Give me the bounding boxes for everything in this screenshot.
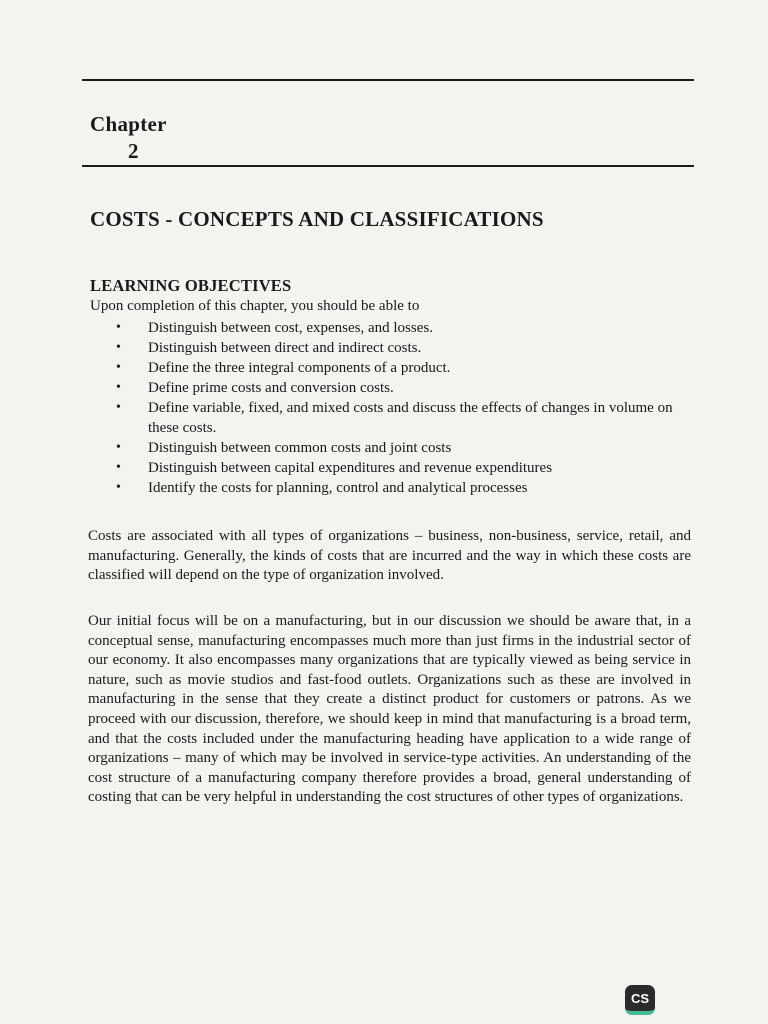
objective-text: Define prime costs and conversion costs. [148,380,394,396]
chapter-label: Chapter [90,112,167,136]
camscanner-logo-icon: CS [625,985,655,1015]
objective-text: Distinguish between common costs and joint costs [148,440,452,456]
bullet-icon: • [116,400,121,415]
top-rule [82,79,694,81]
objective-item [116,398,701,438]
bullet-icon: • [116,360,121,375]
body-paragraph: Costs are associated with all types of organizations – business, non-business, service, retail, and manufacturing. Generally, the kinds of costs that are incurred and the way in which these costs are classified will depend on the type of organization involved. [88,528,691,584]
chapter-title: COSTS - CONCEPTS AND CLASSIFICATIONS [90,207,544,231]
objective-item [116,438,701,458]
objective-item [116,338,701,358]
objective-text: Distinguish between direct and indirect costs. [148,340,422,356]
body-paragraph: Our initial focus will be on a manufacturing, but in our discussion we should be aware that, in a conceptual sense, manufacturing encompasses much more than just firms in the industrial sector of our economy. It also encompasses many organizations that are typically viewed as being service in nature, such as movie studios and fast-food outlets. Organizations such as these are involved in manufacturing in the sense that they create a distinct product for customers or patrons. As we proceed with our discussion, therefore, we should keep in mind that manufacturing is a broad term, and that the costs included under the manufacturing heading have application to a wide range of organizations – many of which may be involved in service-type activities. An understanding of the cost structure of a manufacturing company therefore provides a broad, general understanding of costing that can be very helpful in understanding the cost structures of other types of organizations. [88,613,691,806]
chapter-number: 2 [128,139,139,163]
objective-item [116,458,701,478]
bullet-icon: • [116,320,121,335]
objective-item [116,318,701,338]
objective-text: Define variable, fixed, and mixed costs and discuss the effects of changes in volume on these costs. [148,400,673,436]
bottom-rule [82,165,694,167]
learning-objectives-intro: Upon completion of this chapter, you should be able to [90,298,420,314]
objective-text: Distinguish between capital expenditures and revenue expenditures [148,460,553,476]
objective-text: Distinguish between cost, expenses, and losses. [148,320,433,336]
objective-text: Identify the costs for planning, control and analytical processes [148,480,528,496]
bullet-icon: • [116,340,121,355]
bullet-icon: • [116,380,121,395]
bullet-icon: • [116,440,121,455]
learning-objectives-heading: LEARNING OBJECTIVES [90,276,292,295]
bullet-icon: • [116,480,121,495]
bullet-icon: • [116,460,121,475]
objective-item [116,378,701,398]
objective-text: Define the three integral components of a product. [148,360,451,376]
objective-item [116,478,701,498]
objective-item [116,358,701,378]
learning-objectives-list [116,318,701,498]
